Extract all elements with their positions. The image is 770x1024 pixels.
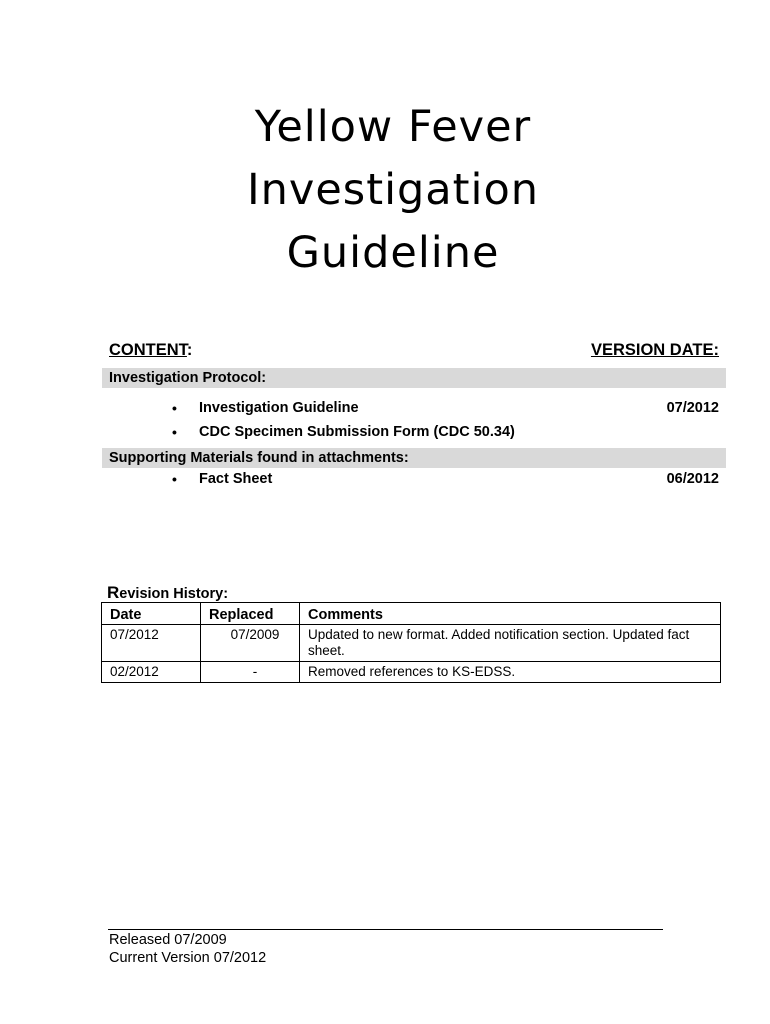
item-label: Investigation Guideline bbox=[199, 400, 359, 416]
table-header-row bbox=[102, 603, 721, 625]
table-row bbox=[102, 662, 721, 683]
footer-divider bbox=[108, 929, 663, 930]
content-colon: : bbox=[186, 341, 193, 359]
item-label: CDC Specimen Submission Form (CDC 50.34) bbox=[199, 424, 515, 440]
revision-history-table bbox=[101, 602, 721, 683]
content-header bbox=[109, 341, 719, 363]
item-version-date: 06/2012 bbox=[666, 471, 719, 487]
revision-title-initial: R bbox=[107, 583, 120, 602]
column-header-date: Date bbox=[102, 603, 201, 625]
revision-title-rest: evision History: bbox=[119, 586, 229, 602]
bullet-icon: • bbox=[172, 471, 177, 487]
revision-history-title bbox=[107, 583, 228, 603]
version-date-label: VERSION DATE: bbox=[590, 341, 719, 359]
footer-released: Released 07/2009 bbox=[109, 932, 227, 948]
section-heading-investigation-protocol: Investigation Protocol: bbox=[102, 368, 726, 388]
footer bbox=[109, 931, 266, 967]
cell-date: 07/2012 bbox=[102, 625, 201, 662]
footer-current-version: Current Version 07/2012 bbox=[109, 950, 267, 966]
item-label: Fact Sheet bbox=[199, 471, 273, 487]
title-line-1: Yellow Fever bbox=[254, 102, 532, 152]
cell-replaced: 07/2009 bbox=[201, 625, 300, 662]
cell-date: 02/2012 bbox=[102, 662, 201, 683]
item-version-date: 07/2012 bbox=[666, 400, 719, 416]
bullet-icon: • bbox=[172, 424, 177, 440]
cell-comments: Updated to new format. Added notification section. Updated fact sheet. bbox=[300, 625, 721, 662]
title-line-2: Investigation bbox=[246, 165, 540, 215]
title-line-3: Guideline bbox=[286, 228, 500, 278]
list-item-cdc-specimen-form bbox=[109, 422, 719, 442]
content-label: CONTENT bbox=[109, 341, 187, 359]
list-item-investigation-guideline bbox=[109, 398, 719, 418]
bullet-icon: • bbox=[172, 400, 177, 416]
version-date-heading bbox=[591, 341, 719, 360]
column-header-replaced: Replaced bbox=[201, 603, 300, 625]
content-heading bbox=[109, 341, 192, 360]
cell-replaced: - bbox=[201, 662, 300, 683]
list-item-fact-sheet bbox=[109, 469, 719, 489]
document-title bbox=[140, 96, 646, 285]
column-header-comments: Comments bbox=[300, 603, 721, 625]
cell-comments: Removed references to KS-EDSS. bbox=[300, 662, 721, 683]
section-heading-supporting-materials: Supporting Materials found in attachments: bbox=[102, 448, 726, 468]
table-row bbox=[102, 625, 721, 662]
